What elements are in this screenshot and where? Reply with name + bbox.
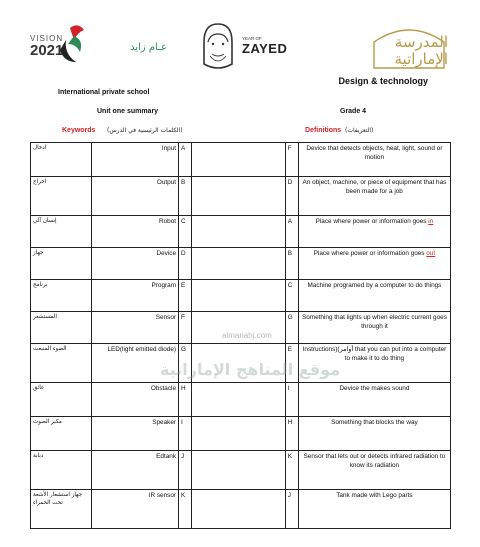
definition-text: Device the makes sound	[339, 385, 410, 392]
table-row	[31, 490, 451, 529]
table-row	[31, 177, 451, 216]
keyword: Robot	[92, 216, 179, 248]
arabic-keyword: جهاز	[31, 248, 92, 280]
definition	[298, 143, 450, 177]
definition	[298, 312, 450, 344]
arabic-keyword: جهاز استشعار الأشعة تحت الحمراء	[31, 490, 92, 529]
definition-keyword: in	[428, 218, 434, 225]
keyword: Device	[92, 248, 179, 280]
arabic-logo-text: عـام زايد	[130, 42, 167, 53]
keyword-letter: C	[179, 216, 192, 248]
definition-letter: G	[285, 312, 298, 344]
answer-blank	[192, 280, 286, 312]
grade-label: Grade 4	[340, 108, 367, 115]
keyword: Edtank	[92, 451, 179, 490]
definition	[298, 417, 450, 451]
watermark-site: almanahj.com	[222, 331, 272, 340]
keyword-letter: D	[179, 248, 192, 280]
keyword-letter: B	[179, 177, 192, 216]
definition-text: Instructions)(أوامر that you can put into a computer to make it to do thing	[302, 346, 447, 362]
definitions-arabic-label: (التعريفات)	[345, 127, 374, 134]
definition-letter: K	[285, 451, 298, 490]
keyword: Program	[92, 280, 179, 312]
definition-text: Device that detects objects, heat, light, sound or motion	[306, 145, 443, 161]
answer-blank	[192, 216, 286, 248]
definition-letter: H	[285, 417, 298, 451]
emirati-school-logo	[370, 26, 448, 70]
answer-blank	[192, 248, 286, 280]
definition-letter: C	[285, 280, 298, 312]
answer-blank	[192, 451, 286, 490]
table-row	[31, 451, 451, 490]
arabic-keyword: مكبر الصوت	[31, 417, 92, 451]
unit-title: Unit one summary	[97, 108, 159, 115]
definition-text: Tank made with Lego parts	[336, 492, 413, 499]
definition	[298, 177, 450, 216]
keyword: Output	[92, 177, 179, 216]
year-of-zayed-logo	[198, 22, 310, 70]
zayed-name: ZAYED	[242, 41, 288, 56]
arabic-keyword: دبابة	[31, 451, 92, 490]
table-row	[31, 248, 451, 280]
keyword-letter: G	[179, 344, 192, 383]
definition-text: Something that blocks the way	[331, 419, 418, 426]
keyword: Obstacle	[92, 383, 179, 417]
watermark-logo	[160, 352, 341, 392]
arabic-keyword: الضوء المنبعث	[31, 344, 92, 383]
definition	[298, 280, 450, 312]
table-row	[31, 417, 451, 451]
definition-letter: J	[285, 490, 298, 529]
arabic-keyword: إنسان آلي	[31, 216, 92, 248]
definition-text: Machine programed by a computer to do things	[307, 282, 442, 289]
table-row	[31, 280, 451, 312]
answer-blank	[192, 490, 286, 529]
arabic-keyword: ادخال	[31, 143, 92, 177]
keyword-letter: H	[179, 383, 192, 417]
table-row	[31, 216, 451, 248]
arabic-keyword: المستشعر	[31, 312, 92, 344]
definition	[298, 216, 450, 248]
keywords-arabic-label: (الكلمات الرئيسية في الدرس)	[107, 127, 183, 134]
definitions-label: Definitions	[305, 127, 342, 134]
keyword-letter: K	[179, 490, 192, 529]
keyword: Speaker	[92, 417, 179, 451]
vision-2021-logo	[30, 22, 92, 68]
answer-blank	[192, 417, 286, 451]
definition-letter: F	[285, 143, 298, 177]
watermark-arabic: موقع المناهج الإماراتية	[160, 360, 341, 379]
definition-text: Sensor that lets out or detects infrared radiation to know its radiation	[303, 453, 446, 469]
zayed-year-of: YEAR OF	[242, 36, 262, 41]
document-title: Design & technology	[338, 76, 428, 86]
table-row	[31, 143, 451, 177]
keyword: Sensor	[92, 312, 179, 344]
answer-blank	[192, 143, 286, 177]
year-of-zayed-arabic-logo	[130, 36, 168, 62]
zayed-portrait-icon	[198, 22, 236, 70]
definition-text: An object, machine, or piece of equipment that has been made for a job	[302, 179, 447, 195]
definition-letter: A	[285, 216, 298, 248]
answer-blank	[192, 177, 286, 216]
definition-letter: E	[285, 344, 298, 383]
keyword-letter: E	[179, 280, 192, 312]
keyword: Input	[92, 143, 179, 177]
definition	[298, 383, 450, 417]
definition	[298, 490, 450, 529]
definition	[298, 451, 450, 490]
keyword-letter: A	[179, 143, 192, 177]
definition-text: Something that lights up when electric current goes through it	[301, 314, 447, 330]
vision-year: 2021	[30, 42, 64, 59]
arabic-keyword: برنامج	[31, 280, 92, 312]
keyword-letter: F	[179, 312, 192, 344]
definition-letter: I	[285, 383, 298, 417]
school-logo-text: المدرسة الإماراتية	[394, 33, 448, 68]
keyword: LED(light emitted diode)	[92, 344, 179, 383]
vision-word: VISION	[30, 34, 64, 43]
keyword-letter: J	[179, 451, 192, 490]
definition-text: Place where power or information goes	[313, 250, 425, 257]
definition-letter: B	[285, 248, 298, 280]
keywords-label: Keywords	[62, 127, 96, 134]
definition	[298, 248, 450, 280]
arabic-keyword: عائق	[31, 383, 92, 417]
arabic-keyword: اخراج	[31, 177, 92, 216]
keyword: IR sensor	[92, 490, 179, 529]
definition-text: Place where power or information goes	[315, 218, 427, 225]
definition-keyword: out	[426, 250, 436, 257]
school-name: International private school	[58, 89, 150, 96]
definition-letter: D	[285, 177, 298, 216]
keyword-letter: I	[179, 417, 192, 451]
